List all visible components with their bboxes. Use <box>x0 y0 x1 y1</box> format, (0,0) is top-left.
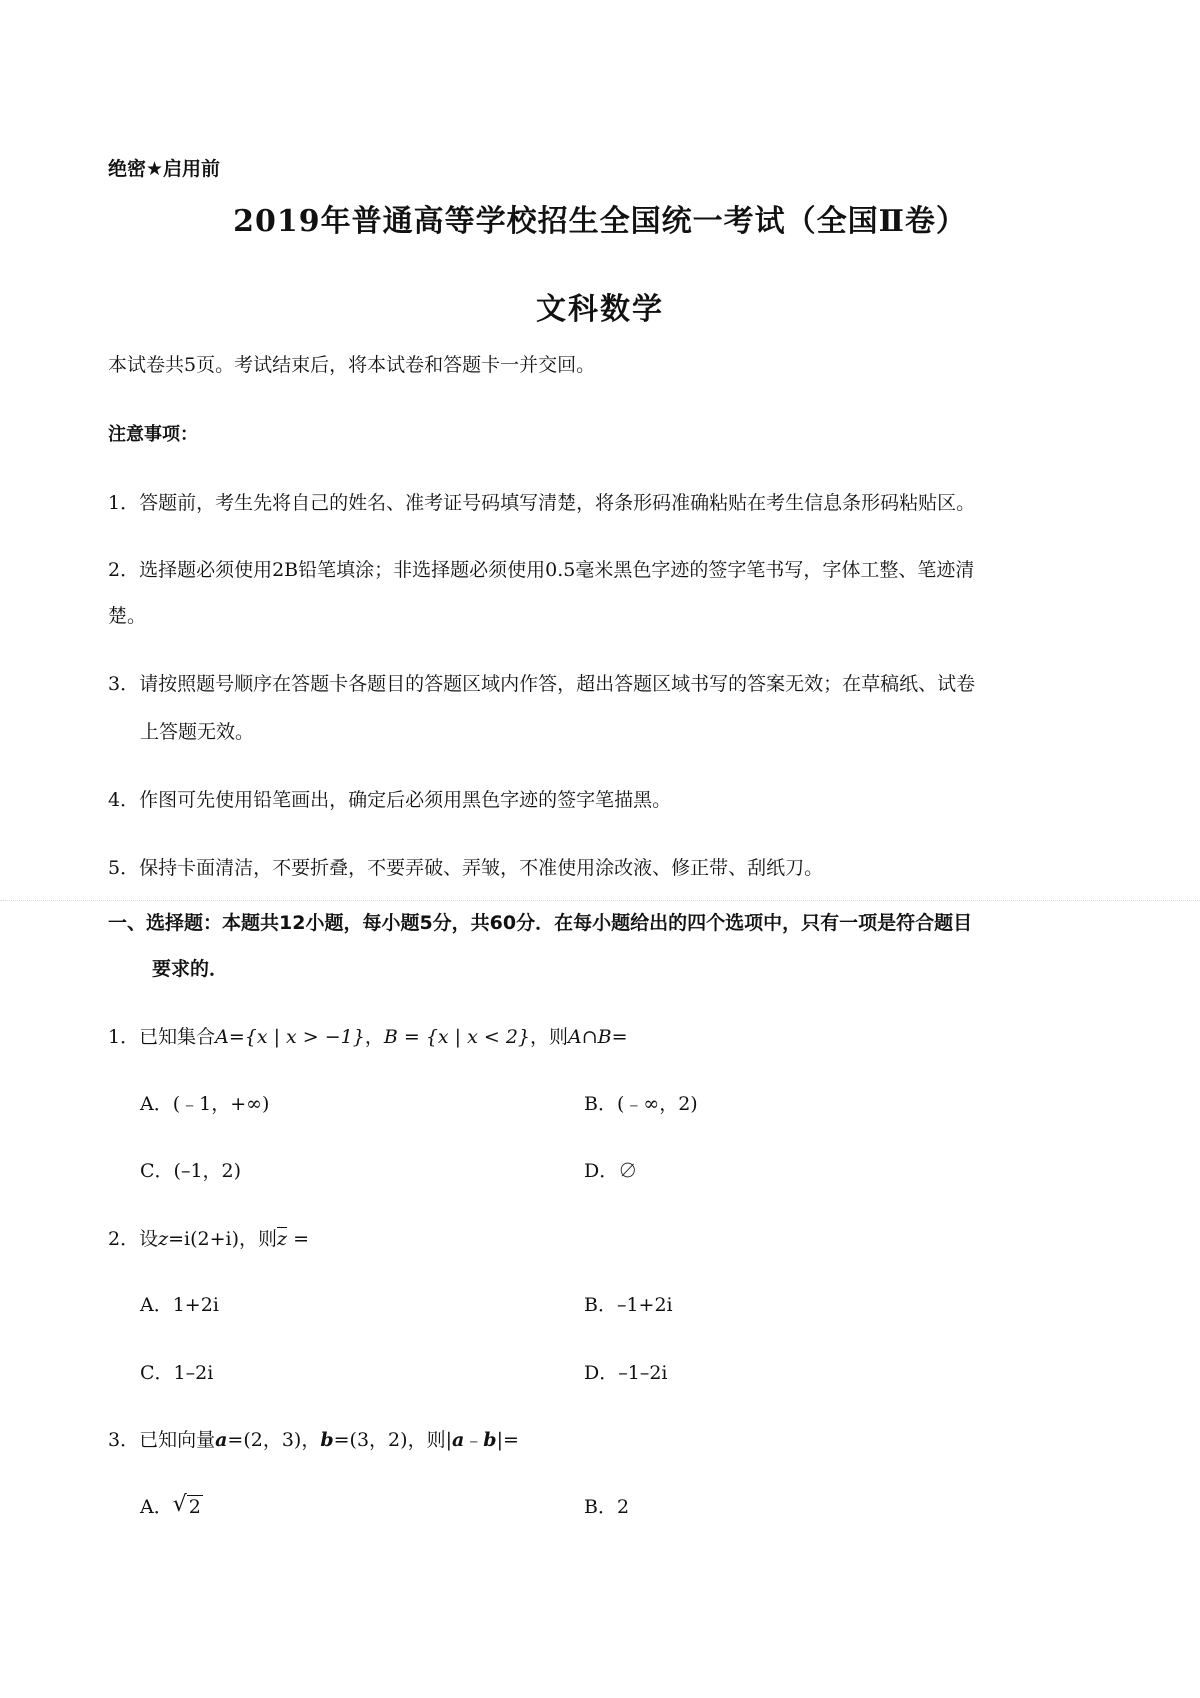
q2-option-b: B．–1+2i <box>584 1294 673 1316</box>
q2-equals: = <box>293 1228 310 1250</box>
q3-option-b: B．2 <box>584 1496 630 1518</box>
q1-separator: ， <box>364 1026 384 1048</box>
question-3 <box>108 1425 519 1452</box>
q2-prefix: 2．设 <box>108 1228 159 1250</box>
question-1 <box>108 1022 628 1049</box>
q3-vector-b-2: b <box>483 1429 497 1451</box>
q1-set-a: A={x | x > −1} <box>215 1026 365 1048</box>
q3-a-value: =(2，3)， <box>227 1429 321 1451</box>
exam-subtitle: 文科数学 <box>536 292 664 327</box>
q2-option-d: D．–1–2i <box>584 1362 668 1384</box>
q3-option-a-radicand: 2 <box>188 1496 201 1518</box>
notice-heading: 注意事项： <box>108 424 198 445</box>
q2-option-a: A．1+2i <box>140 1294 219 1316</box>
q2-option-c: C．1–2i <box>140 1362 214 1384</box>
q3-minus: ﹣ <box>464 1429 484 1451</box>
q3-b-value: =(3，2)，则| <box>333 1429 452 1451</box>
q1-option-d: D．∅ <box>584 1160 638 1182</box>
q1-option-b: B．(﹣∞，2) <box>584 1093 698 1115</box>
q3-vector-a-2: a <box>451 1429 465 1451</box>
q2-z-conjugate: $\overline{z}$ <box>277 1228 288 1250</box>
q2-z-variable: z <box>158 1228 169 1250</box>
notice-item-5: 5．保持卡面清洁，不要折叠，不要弄破、弄皱，不准使用涂改液、修正带、刮纸刀。 <box>108 857 824 879</box>
q1-prefix: 1．已知集合 <box>108 1026 216 1048</box>
notice-item-2-cont: 楚。 <box>108 605 147 627</box>
q1-target: A∩B= <box>568 1026 628 1048</box>
q3-option-a-label: A． <box>140 1496 173 1518</box>
q1-set-b: B = {x | x < 2} <box>383 1026 530 1048</box>
notice-item-2: 2．选择题必须使用2B铅笔填涂；非选择题必须使用0.5毫米黑色字迹的签字笔书写，字体工整、笔迹清 <box>108 559 975 581</box>
q3-prefix: 3．已知向量 <box>108 1429 216 1451</box>
section-heading: 一、选择题：本题共12小题，每小题5分，共60分．在每小题给出的四个选项中，只有一项是符合题目 <box>108 912 973 934</box>
notice-item-4: 4．作图可先使用铅笔画出，确定后必须用黑色字迹的签字笔描黑。 <box>108 789 672 811</box>
page-break-divider <box>0 900 1200 901</box>
q2-expression: =i(2+i)，则 <box>168 1228 278 1250</box>
q1-suffix: ，则 <box>530 1026 569 1048</box>
exam-intro: 本试卷共5页。考试结束后，将本试卷和答题卡一并交回。 <box>108 354 596 376</box>
q3-vector-b: b <box>320 1429 334 1451</box>
sqrt-symbol: √ 2 <box>172 1492 201 1518</box>
notice-item-3-cont: 上答题无效。 <box>140 721 255 743</box>
q3-suffix: |= <box>496 1429 519 1451</box>
exam-title: 2019年普通高等学校招生全国统一考试（全国Ⅱ卷） <box>233 204 967 239</box>
notice-item-1: 1．答题前，考生先将自己的姓名、准考证号码填写清楚，将条形码准确粘贴在考生信息条形码粘贴区。 <box>108 492 976 514</box>
secret-label: 绝密★启用前 <box>108 158 221 180</box>
q3-vector-a: a <box>215 1429 228 1451</box>
notice-item-3: 3．请按照题号顺序在答题卡各题目的答题区域内作答，超出答题区域书写的答案无效；在草稿纸、试卷 <box>108 673 976 695</box>
section-heading-cont: 要求的． <box>152 958 229 980</box>
q1-option-c: C．(–1，2) <box>140 1160 242 1182</box>
question-2 <box>108 1224 309 1251</box>
q3-option-a <box>140 1492 203 1519</box>
q1-option-a: A．(﹣1，+∞) <box>140 1093 270 1115</box>
